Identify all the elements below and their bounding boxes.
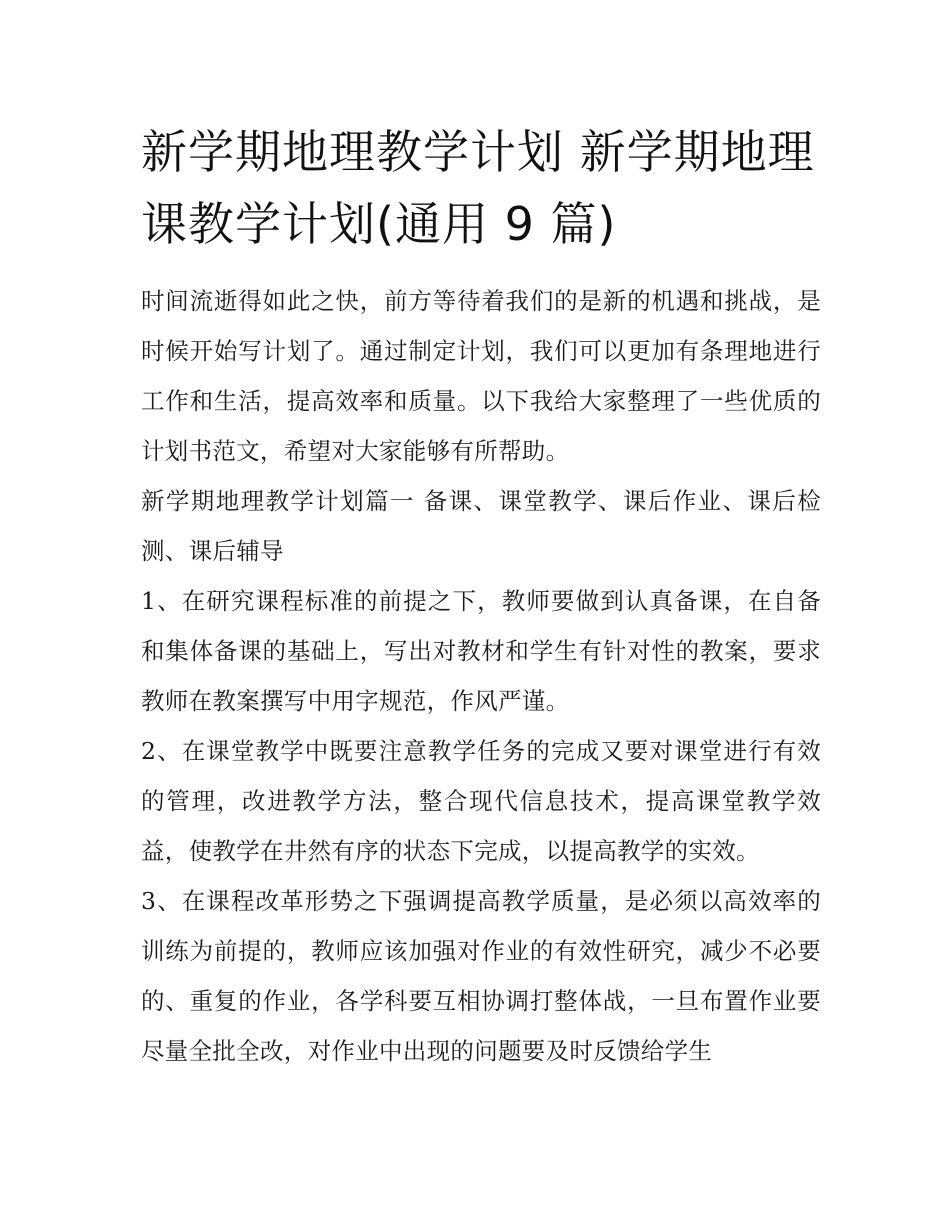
document-body [141, 276, 821, 1076]
list-item-1: 1、在研究课程标准的前提之下，教师要做到认真备课，在自备和集体备课的基础上，写出对教材和学生有针对性的教案，要求教师在教案撰写中用字规范，作风严谨。 [141, 587, 821, 715]
list-item-2: 2、在课堂教学中既要注意教学任务的完成又要对课堂进行有效的管理，改进教学方法，整合现代信息技术，提高课堂教学效益，使教学在井然有序的状态下完成，以提高教学的实效。 [141, 737, 821, 865]
intro-paragraph: 时间流逝得如此之快，前方等待着我们的是新的机遇和挑战，是时候开始写计划了。通过制定计划，我们可以更加有条理地进行工作和生活，提高效率和质量。以下我给大家整理了一些优质的计划书范文，希望对大家能够有所帮助。 [141, 287, 821, 465]
section-heading-paragraph: 新学期地理教学计划篇一 备课、课堂教学、课后作业、课后检测、课后辅导 [141, 487, 821, 565]
list-item-3: 3、在课程改革形势之下强调提高教学质量，是必须以高效率的训练为前提的，教师应该加强对作业的有效性研究，减少不必要的、重复的作业，各学科要互相协调打整体战，一旦布置作业要尽量全批全改，对作业中出现的问题要及时反馈给学生 [141, 887, 821, 1065]
document-title: 新学期地理教学计划 新学期地理课教学计划(通用 9 篇) [141, 125, 815, 251]
